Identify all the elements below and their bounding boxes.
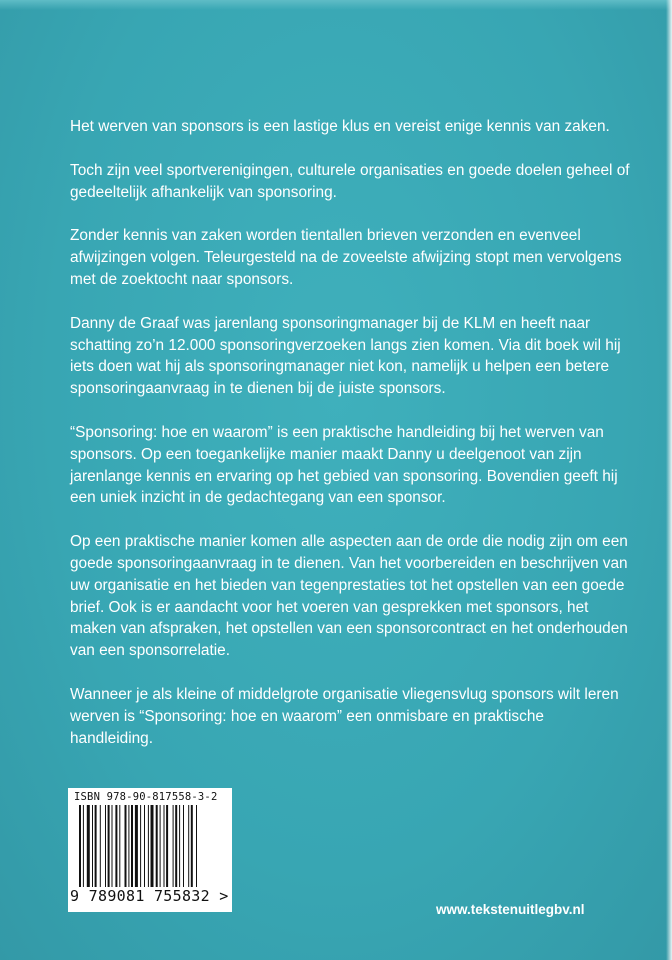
blurb-paragraph-3: Zonder kennis van zaken worden tientallen brieven verzonden en evenveel afwijzingen volgen. Teleurgesteld na de zoveelste afwijzing stopt men vervolgens met de zoektocht naar sponsors. bbox=[70, 227, 622, 288]
blurb-text bbox=[70, 116, 630, 771]
publisher-website: www.tekstenuitlegbv.nl bbox=[436, 902, 585, 917]
barcode-bars bbox=[79, 805, 219, 887]
blurb-paragraph-6: Op een praktische manier komen alle aspecten aan de orde die nodig zijn om een goede sponsoringaanvraag in te dienen. Van het voorbereiden en beschrijven van uw organisatie en het bieden van tegenprestaties tot het opstellen van een goede brief. Ook is er aandacht voor het voeren van gesprekken met sponsors, het maken van afspraken, het opstellen van een sponsorcontract en het onderhouden van een sponsorrelatie. bbox=[70, 533, 628, 660]
barcode-digits: 9 789081 755832 > bbox=[70, 887, 229, 905]
blurb-paragraph-1: Het werven van sponsors is een lastige klus en vereist enige kennis van zaken. bbox=[70, 118, 610, 135]
blurb-paragraph-5: “Sponsoring: hoe en waarom” is een praktische handleiding bij het werven van sponsors. Op een toegankelijke manier maakt Danny u deelgenoot van zijn jarenlange kennis en ervaring op het gebied van sponsoring. Bovendien geeft hij een uniek inzicht in de gedachtegang van een sponsor. bbox=[70, 423, 618, 507]
isbn-label: ISBN 978-90-817558-3-2 bbox=[74, 791, 218, 803]
cover-right-edge bbox=[666, 0, 672, 960]
cover-top-edge bbox=[0, 0, 672, 10]
blurb-paragraph-4: Danny de Graaf was jarenlang sponsoringmanager bij de KLM en heeft naar schatting zo’n 12.000 sponsoringverzoeken langs zien komen. Via dit boek wil hij iets doen wat hij als sponsoringmanager niet kon, namelijk u helpen een betere sponsoringaanvraag in te dienen bij de juiste sponsors. bbox=[70, 314, 621, 398]
blurb-paragraph-7: Wanneer je als kleine of middelgrote organisatie vliegensvlug sponsors wilt leren werven is “Sponsoring: hoe en waarom” een onmisbare en praktische handleiding. bbox=[70, 685, 619, 747]
blurb-paragraph-2: Toch zijn veel sportverenigingen, culturele organisaties en goede doelen geheel of gedeeltelijk afhankelijk van sponsoring. bbox=[70, 161, 630, 201]
isbn-barcode bbox=[68, 788, 232, 912]
